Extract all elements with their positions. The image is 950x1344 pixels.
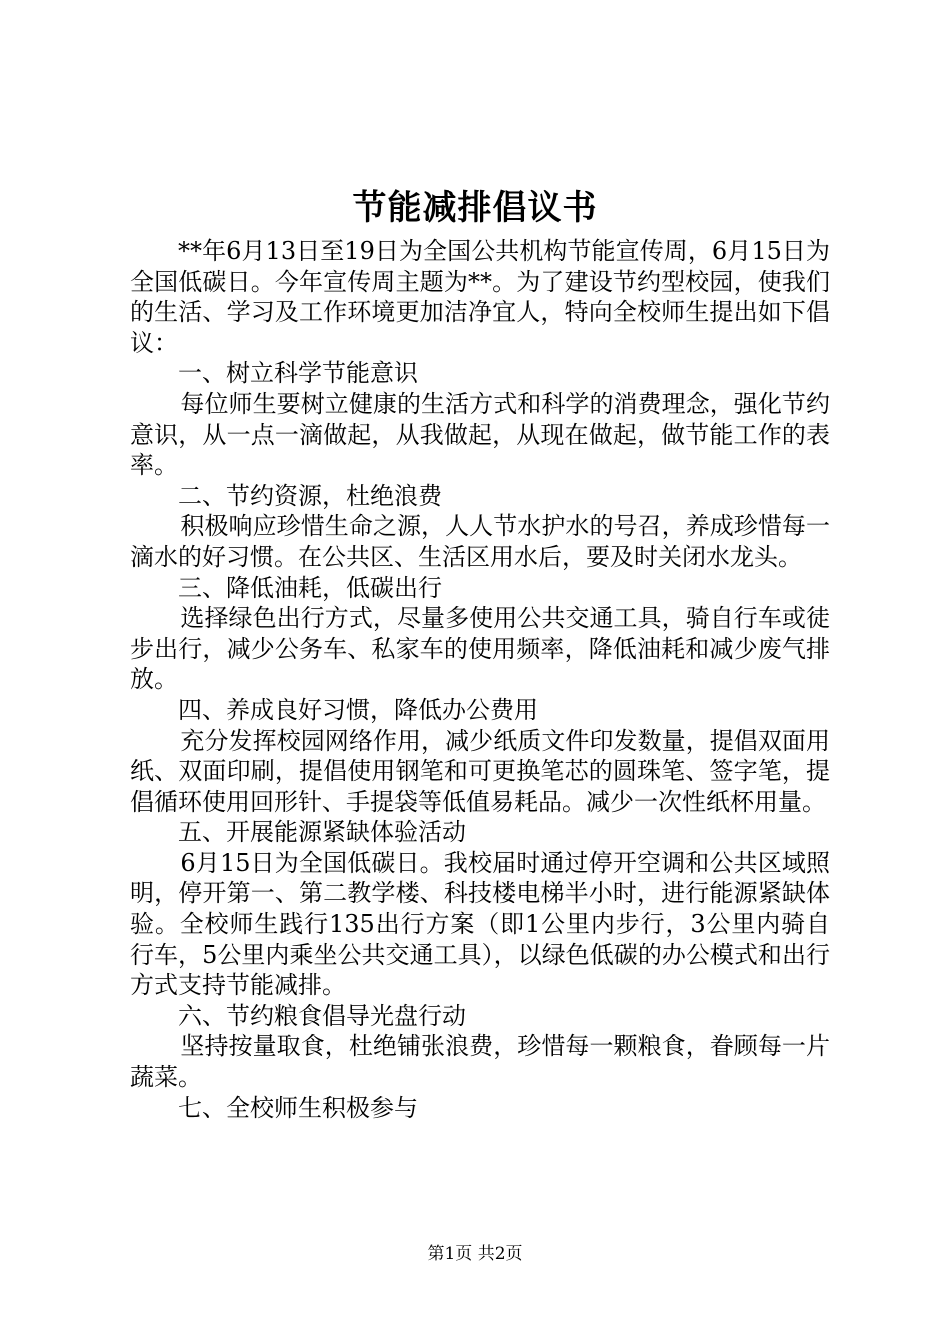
section-text-6: 坚持按量取食，杜绝铺张浪费，珍惜每一颗粮食，眷顾每一片蔬菜。 [130, 1032, 830, 1092]
section-heading-4: 四、养成良好习惯，降低办公费用 [178, 695, 538, 724]
section-text-2: 积极响应珍惜生命之源，人人节水护水的号召，养成珍惜每一滴水的好习惯。在公共区、生活区用水后，要及时关闭水龙头。 [130, 512, 830, 571]
section-heading-3: 三、降低油耗，低碳出行 [178, 573, 442, 602]
section-heading-2: 二、节约资源，杜绝浪费 [178, 481, 442, 510]
section-text-3: 选择绿色出行方式，尽量多使用公共交通工具，骑自行车或徒步出行，减少公务车、私家车的使用频率，降低油耗和减少废气排放。 [130, 604, 830, 694]
section-heading-6: 六、节约粮食倡导光盘行动 [178, 1001, 466, 1030]
section-text-1: 每位师生要树立健康的生活方式和科学的消费理念，强化节约意识，从一点一滴做起，从我做起，从现在做起，做节能工作的表率。 [130, 389, 830, 480]
section-text-5: 6月15日为全国低碳日。我校届时通过停开空调和公共区域照明，停开第一、第二教学楼、科技楼电梯半小时，进行能源紧缺体验。全校师生践行135出行方案（即1公里内步行，3公里内骑自行车，5公里内乘坐公共交通工具），以绿色低碳的办公模式和出行方式支持节能减排。 [130, 848, 830, 1000]
section-text-4: 充分发挥校园网络作用，减少纸质文件印发数量，提倡双面用纸、双面印刷，提倡使用钢笔和可更换笔芯的圆珠笔、签字笔，提倡循环使用回形针、手提袋等低值易耗品。减少一次性纸杯用量。 [130, 726, 830, 816]
section-heading-5: 五、开展能源紧缺体验活动 [178, 818, 466, 847]
page-number-footer: 第1页 共2页 [427, 1244, 523, 1264]
document-title: 节能减排倡议书 [352, 188, 598, 228]
intro-paragraph: **年6月13日至19日为全国公共机构节能宣传周，6月15日为全国低碳日。今年宣传周主题为**。为了建设节约型校园，使我们的生活、学习及工作环境更加洁净宜人，特向全校师生提出如下倡议： [130, 237, 830, 357]
document-body [130, 236, 830, 1123]
section-heading-1: 一、树立科学节能意识 [178, 359, 418, 388]
section-heading-7: 七、全校师生积极参与 [178, 1093, 418, 1122]
